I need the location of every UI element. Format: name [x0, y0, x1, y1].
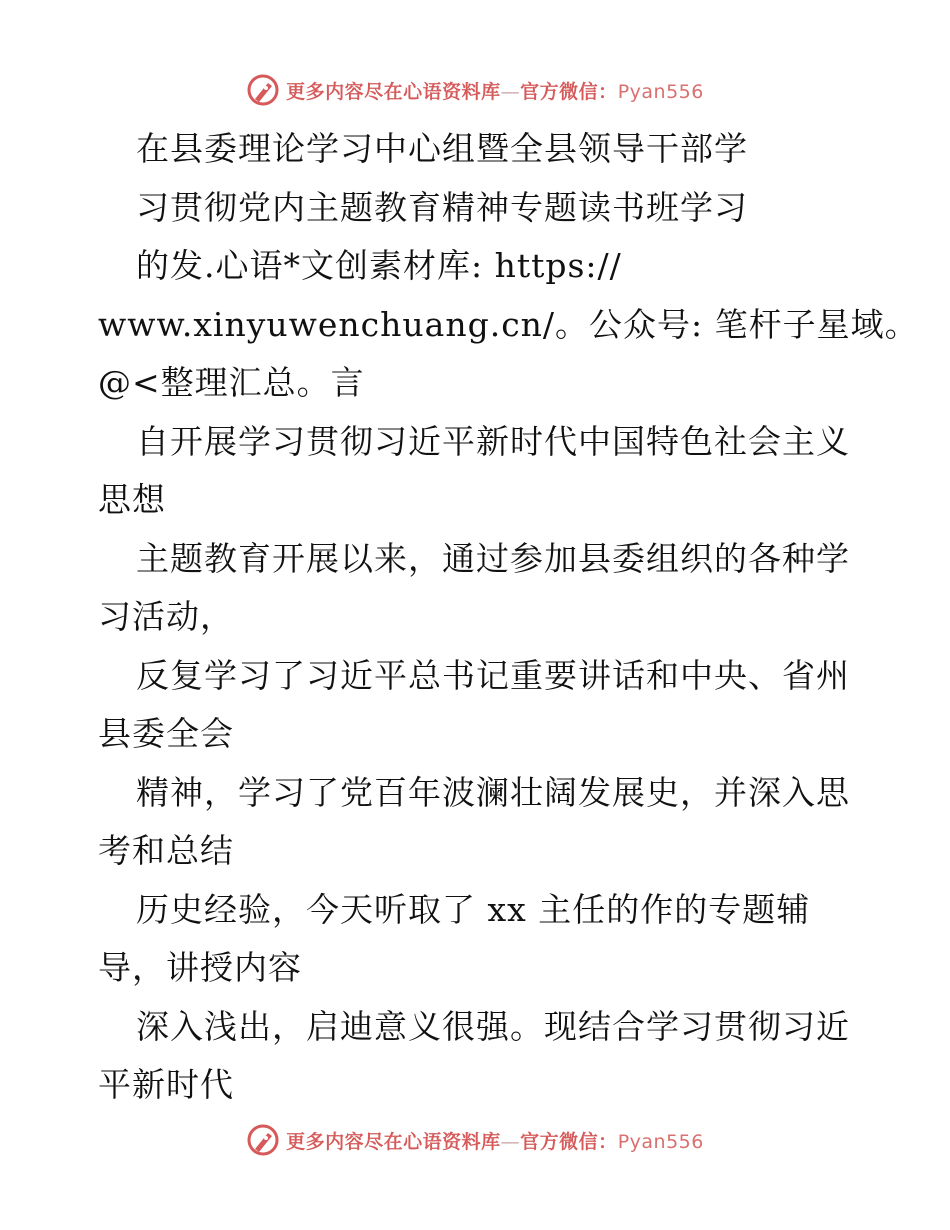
text-line: 县委全会 — [98, 714, 234, 753]
banner-contact-label: 官方微信： — [520, 80, 618, 103]
text-line: 的发.心语*文创素材库: https:// — [136, 246, 622, 285]
text-line: 平新时代 — [98, 1065, 234, 1104]
text-line: 精神，学习了党百年波澜壮阔发展史，并深入思 — [136, 772, 850, 812]
text-line: 主题教育开展以来，通过参加县委组织的各种学 — [136, 538, 850, 578]
text-line: 考和总结 — [98, 831, 234, 870]
banner-separator: — — [500, 1130, 521, 1153]
text-line: 习活动， — [98, 597, 234, 636]
text-line: 导，讲授内容 — [98, 948, 302, 987]
banner-text — [286, 1127, 704, 1154]
text-line: 深入浅出，启迪意义很强。现结合学习贯彻习近 — [136, 1006, 850, 1046]
text-line: 在县委理论学习中心组暨全县领导干部学 — [136, 129, 748, 168]
text-line: 思想 — [98, 480, 166, 519]
text-line: 历史经验，今天听取了 xx 主任的作的专题辅 — [136, 889, 811, 929]
banner-contact-label: 官方微信： — [520, 1130, 618, 1153]
banner-main-text: 更多内容尽在心语资料库 — [286, 80, 501, 103]
text-line: @<整理汇总。言 — [98, 363, 365, 402]
header-banner — [0, 70, 950, 110]
banner-main-text: 更多内容尽在心语资料库 — [286, 1130, 501, 1153]
pen-logo-icon — [246, 73, 280, 107]
document-body — [98, 120, 919, 1115]
text-line: 反复学习了习近平总书记重要讲话和中央、省州 — [136, 655, 850, 695]
banner-separator: — — [500, 80, 521, 103]
text-line: 习贯彻党内主题教育精神专题读书班学习 — [136, 187, 748, 227]
banner-text — [286, 77, 704, 104]
text-line: 自开展学习贯彻习近平新时代中国特色社会主义 — [136, 421, 850, 461]
text-line: www.xinyuwenchuang.cn/。公众号: 笔杆子星域。 — [98, 304, 919, 344]
pen-logo-icon — [246, 1123, 280, 1157]
banner-contact-id: Pyan556 — [617, 80, 704, 103]
banner-contact-id: Pyan556 — [617, 1130, 704, 1153]
footer-banner — [0, 1120, 950, 1160]
